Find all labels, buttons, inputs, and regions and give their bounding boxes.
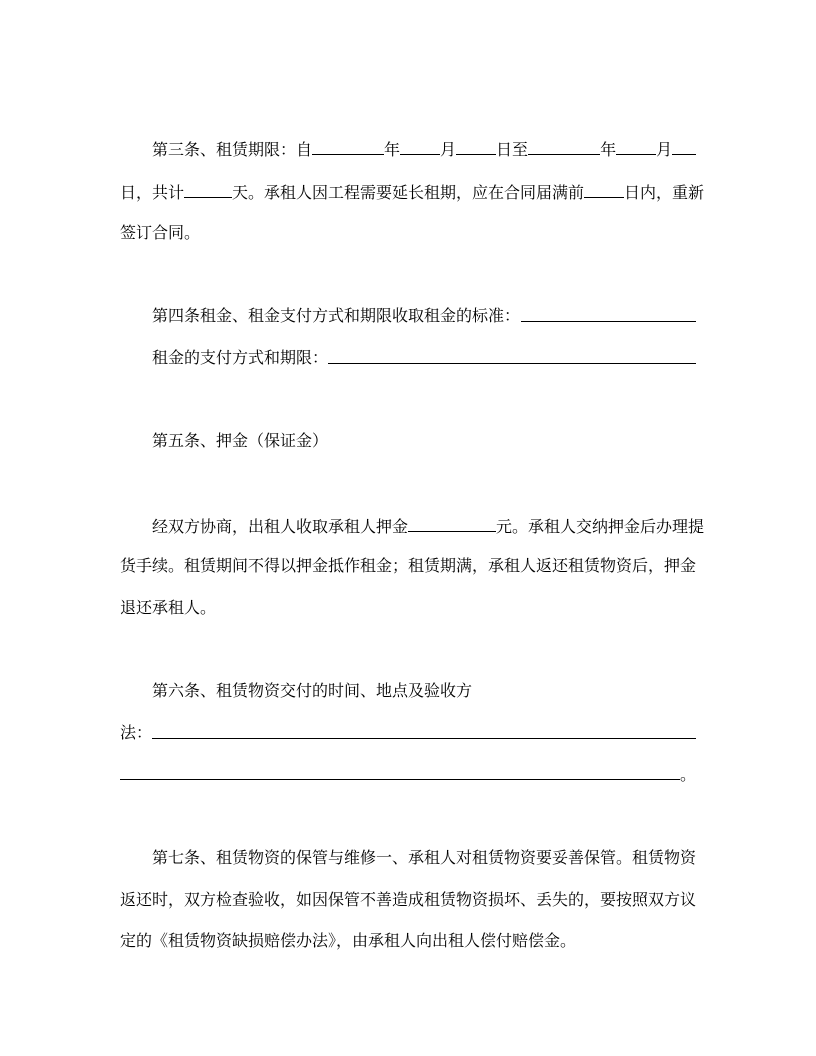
end-month-blank	[616, 136, 656, 155]
deposit-text-2: 元。承租人交纳押金后办理提	[496, 517, 705, 536]
total-label: 日，共计	[120, 183, 185, 202]
article-3-line-3: 签订合同。	[120, 223, 201, 242]
article-5-line-3: 退还承租人。	[120, 598, 217, 617]
delivery-method-blank-2	[120, 779, 680, 780]
method-label: 法：	[120, 723, 153, 742]
notice-days-blank	[584, 179, 624, 198]
article-6-line-1: 第六条、租赁物资交付的时间、地点及验收方	[152, 681, 473, 700]
rent-standard-label: 第四条租金、租金支付方式和期限收取租金的标准：	[152, 306, 521, 325]
article-7-line-3: 定的《租赁物资缺损赔偿办法》，由承租人向出租人偿付赔偿金。	[120, 931, 577, 950]
extension-text: 天。承租人因工程需要延长租期，应在合同届满前	[232, 183, 585, 202]
start-day-blank	[456, 136, 496, 155]
end-year-blank	[528, 136, 600, 155]
end-day-blank	[672, 136, 696, 155]
article-6-line-2	[120, 721, 152, 745]
renew-text: 日内，重新	[624, 183, 705, 202]
rent-standard-blank	[521, 321, 696, 322]
article-5-line-1	[152, 513, 704, 539]
article-7-line-2: 返还时，双方检查验收，如因保管不善造成租赁物资损坏、丢失的，要按照双方议	[120, 890, 697, 909]
payment-method-blank	[328, 363, 696, 364]
year-label: 年	[384, 140, 401, 159]
deposit-text: 经双方协商，出租人收取承租人押金	[152, 517, 409, 536]
article-7-line-1: 第七条、租赁物资的保管与维修一、承租人对租赁物资要妥善保管。租赁物资	[152, 848, 697, 867]
payment-method-label: 租金的支付方式和期限：	[152, 348, 329, 367]
day-to-label: 日至	[496, 140, 529, 159]
article-4-line-2	[152, 346, 328, 370]
article-3-term-label: 第三条、租赁期限：自	[152, 140, 313, 159]
deposit-amount-blank	[408, 513, 496, 532]
delivery-method-blank-1	[152, 738, 696, 739]
start-month-blank	[400, 136, 440, 155]
article-3-line-2	[120, 179, 704, 205]
article-3-line-1	[152, 136, 696, 162]
year-label-2: 年	[600, 140, 617, 159]
article-5-line-2: 货手续。租赁期间不得以押金抵作租金；租赁期满，承租人返还租赁物资后，押金	[120, 556, 697, 575]
month-label: 月	[440, 140, 457, 159]
month-label-2: 月	[656, 140, 673, 159]
period-mark: 。	[680, 765, 697, 784]
total-days-blank	[184, 179, 232, 198]
article-4-line-1	[152, 304, 520, 328]
article-5-heading: 第五条、押金（保证金）	[152, 431, 329, 450]
start-year-blank	[312, 136, 384, 155]
